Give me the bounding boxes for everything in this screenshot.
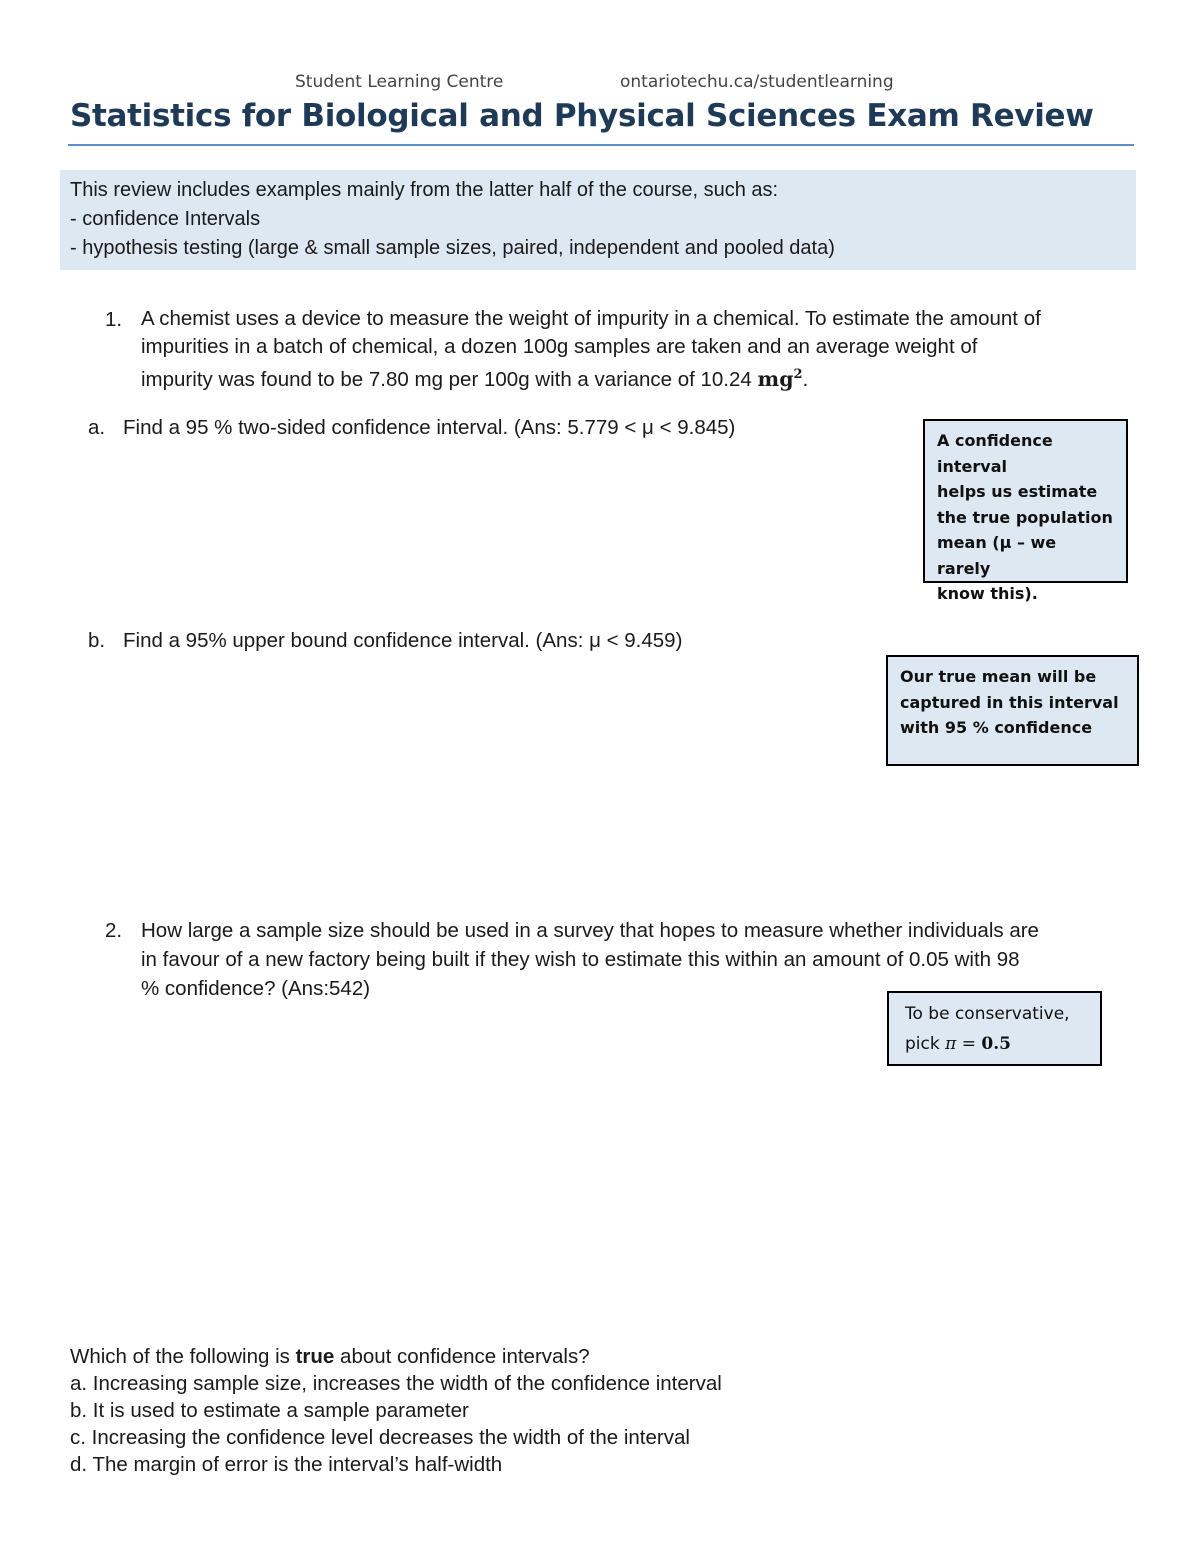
intro-line: - hypothesis testing (large & small sample sizes, paired, independent and pooled data) [70, 237, 835, 259]
note-confidence-interval: A confidence interval helps us estimate the true population mean (μ – we rarely know this). [923, 419, 1128, 583]
intro-line: - confidence Intervals [70, 208, 261, 230]
header-centre-name: Student Learning Centre [295, 72, 504, 92]
part-b-label: b. [88, 629, 106, 652]
question-line: impurity was found to be 7.80 mg per 100g with a variance of 10.24 $mg^2$. [141, 366, 809, 391]
title-divider [68, 144, 1134, 146]
pi-value: 0.5 [981, 1034, 1011, 1054]
question-line: impurities in a batch of chemical, a dozen 100g samples are taken and an average weight of [141, 335, 978, 358]
page-title: Statistics for Biological and Physical Sciences Exam Review [70, 98, 1094, 134]
mc-stem: Which of the following is true about confidence intervals? [70, 1345, 590, 1368]
question-2-number: 2. [105, 919, 123, 942]
mc-option-b: b. It is used to estimate a sample parameter [70, 1399, 469, 1422]
intro-line: This review includes examples mainly from the latter half of the course, such as: [70, 179, 779, 201]
mc-option-c: c. Increasing the confidence level decreases the width of the interval [70, 1426, 690, 1449]
mc-option-a: a. Increasing sample size, increases the width of the confidence interval [70, 1372, 722, 1395]
question-1-number: 1. [105, 308, 123, 331]
question-line: A chemist uses a device to measure the weight of impurity in a chemical. To estimate the amount of [141, 307, 1041, 330]
pi-symbol: π [945, 1034, 957, 1054]
question-line: How large a sample size should be used in a survey that hopes to measure whether individuals are [141, 919, 1039, 942]
part-a-label: a. [88, 416, 106, 439]
question-line: % confidence? (Ans:542) [141, 977, 371, 1000]
part-a-text: Find a 95 % two-sided confidence interval. (Ans: 5.779 < μ < 9.845) [123, 416, 736, 439]
multiple-choice-question [70, 1343, 722, 1478]
note-conservative: To be conservative, pick π = 0.5 [887, 991, 1102, 1066]
question-2-text [141, 916, 1141, 1003]
unit-exponent: 2 [793, 367, 803, 382]
question-line: in favour of a new factory being built if they wish to estimate this within an amount of 0.05 with 98 [141, 948, 1020, 971]
intro-box [60, 170, 1136, 270]
question-1-text [141, 305, 1141, 394]
part-b-text: Find a 95% upper bound confidence interval. (Ans: μ < 9.459) [123, 629, 683, 652]
mc-option-d: d. The margin of error is the interval’s half-width [70, 1453, 503, 1476]
header-url: ontariotechu.ca/studentlearning [620, 72, 894, 92]
unit-mg: mg [757, 366, 794, 391]
note-true-mean: Our true mean will be captured in this interval with 95 % confidence [886, 655, 1139, 766]
